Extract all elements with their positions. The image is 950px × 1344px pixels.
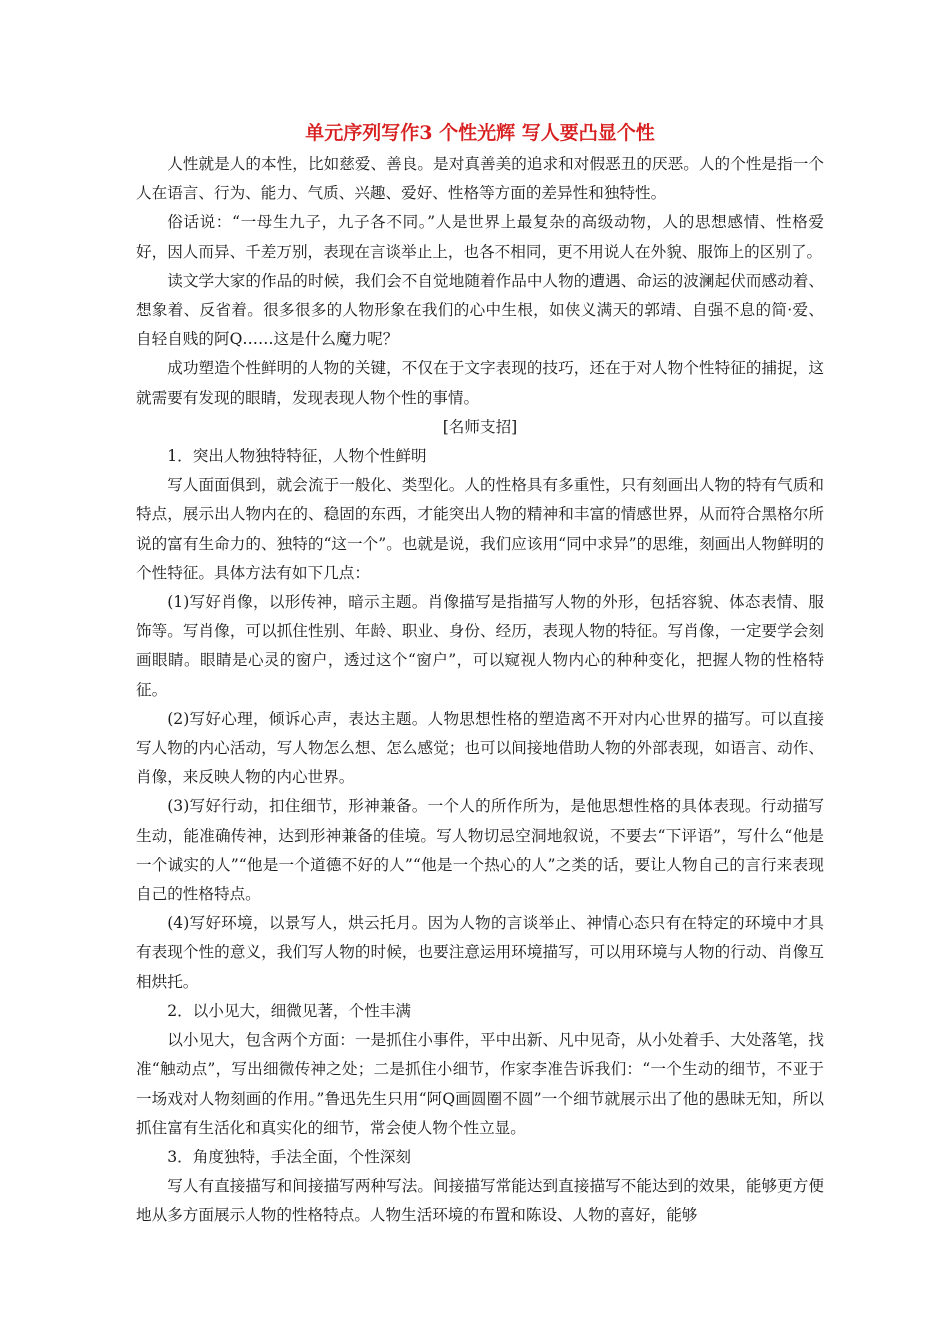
method-portrait: (1)写好肖像，以形传神，暗示主题。肖像描写是指描写人物的外形，包括容貌、体态表情、服饰等。写肖像，可以抓住性别、年龄、职业、身份、经历，表现人物的特征。写肖像，一定要学会刻画眼睛。眼睛是心灵的窗户，透过这个“窗户”，可以窥视人物内心的种种变化，把握人物的性格特征。 (136, 593, 824, 699)
point-heading-3: 3．角度独特，手法全面，个性深刻 (167, 1147, 412, 1166)
intro-paragraph-3: 读文学大家的作品的时候，我们会不自觉地随着作品中人物的遭遇、命运的波澜起伏而感动着、想象着、反省着。很多很多的人物形象在我们的心中生根，如侠义满天的郭靖、自强不息的简·爱、自轻自贱的阿Q……这是什么魔力呢？ (136, 271, 824, 349)
body-paragraph-3: 写人有直接描写和间接描写两种写法。间接描写常能达到直接描写不能达到的效果，能够更方便地从多方面展示人物的性格特点。人物生活环境的布置和陈设、人物的喜好，能够 (136, 1177, 824, 1225)
intro-paragraph-4: 成功塑造个性鲜明的人物的关键，不仅在于文字表现的技巧，还在于对人物个性特征的捕捉，这就需要有发现的眼睛，发现表现人物个性的事情。 (136, 359, 824, 407)
document-page (136, 118, 824, 1231)
section-heading: [名师支招] (442, 417, 518, 436)
body-paragraph-2: 以小见大，包含两个方面：一是抓住小事件，平中出新、凡中见奇，从小处着手、大处落笔，找准“触动点”，写出细微传神之处；二是抓住小细节，作家李准告诉我们：“一个生动的细节，不亚于一场戏对人物刻画的作用。”鲁迅先生只用“阿Q画圆圈不圆”一个细节就展示出了他的愚昧无知，所以抓住富有生活化和真实化的细节，常会使人物个性立显。 (136, 1031, 824, 1137)
point-heading-1: 1．突出人物独特特征，人物个性鲜明 (167, 447, 427, 466)
method-environment: (4)写好环境，以景写人，烘云托月。因为人物的言谈举止、神情心态只有在特定的环境中才具有表现个性的意义，我们写人物的时候，也要注意运用环境描写，可以用环境与人物的行动、肖像互相烘托。 (136, 914, 824, 991)
document-title: 单元序列写作3 个性光辉 写人要凸显个性 (305, 122, 655, 144)
method-psychology: (2)写好心理，倾诉心声，表达主题。人物思想性格的塑造离不开对内心世界的描写。可以直接写人物的内心活动，写人物怎么想、怎么感觉；也可以间接地借助人物的外部表现，如语言、动作、肖像，来反映人物的内心世界。 (136, 709, 824, 787)
body-paragraph-1: 写人面面俱到，就会流于一般化、类型化。人的性格具有多重性，只有刻画出人物的特有气质和特点，展示出人物内在的、稳固的东西，才能突出人物的精神和丰富的情感世界，从而符合黑格尔所说的富有生命力的、独特的“这一个”。也就是说，我们应该用“同中求异”的思维，刻画出人物鲜明的个性特征。具体方法有如下几点： (136, 476, 824, 582)
point-heading-2: 2．以小见大，细微见著，个性丰满 (167, 1001, 412, 1020)
intro-paragraph-1: 人性就是人的本性，比如慈爱、善良。是对真善美的追求和对假恶丑的厌恶。人的个性是指一个人在语言、行为、能力、气质、兴趣、爱好、性格等方面的差异性和独特性。 (136, 155, 824, 203)
method-action: (3)写好行动，扣住细节，形神兼备。一个人的所作所为，是他思想性格的具体表现。行动描写生动，能准确传神，达到形神兼备的佳境。写人物切忌空洞地叙说，不要去“下评语”，写什么“他是一个诚实的人”“他是一个道德不好的人”“他是一个热心的人”之类的话，要让人物自己的言行来表现自己的性格特点。 (136, 797, 824, 904)
intro-paragraph-2: 俗话说：“一母生九子，九子各不同。”人是世界上最复杂的高级动物，人的思想感情、性格爱好，因人而异、千差万别，表现在言谈举止上，也各不相同，更不用说人在外貌、服饰上的区别了。 (136, 213, 824, 261)
